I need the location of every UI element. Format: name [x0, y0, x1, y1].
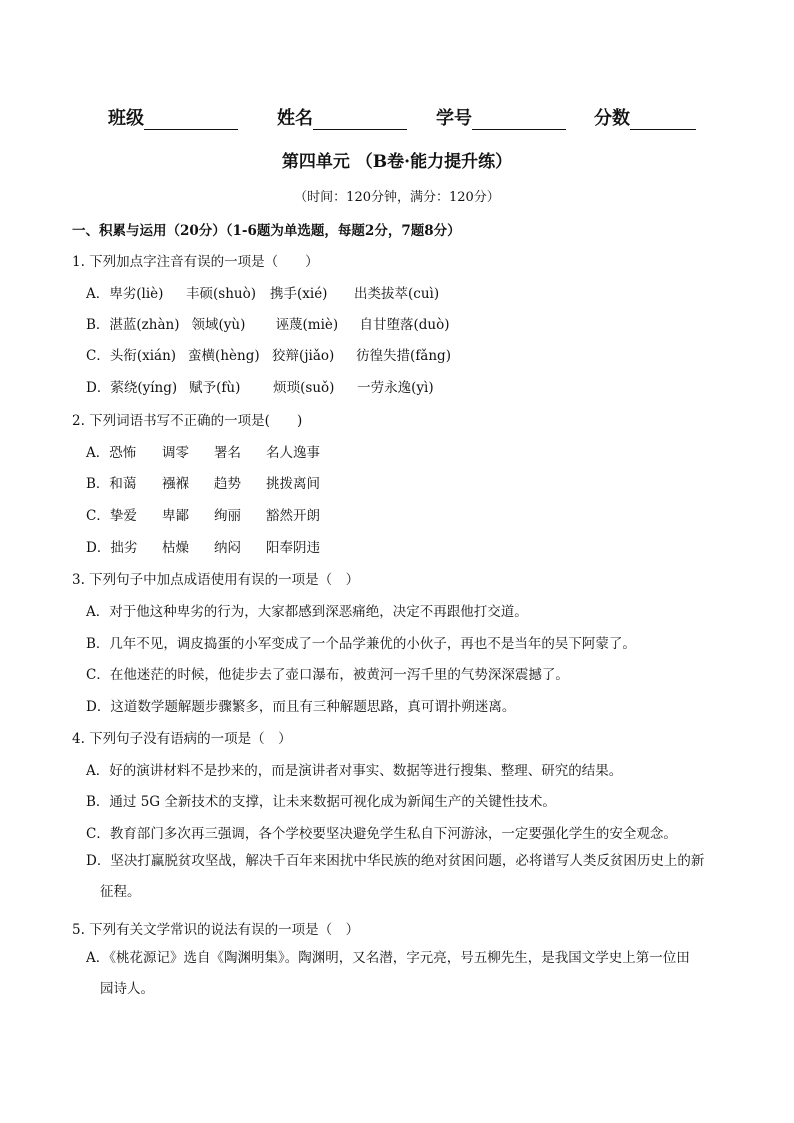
question-1-option-d[interactable] [86, 376, 446, 396]
class-blank[interactable] [144, 109, 238, 130]
score-field [594, 104, 696, 130]
option-d-line-1: D．坚决打赢脱贫攻坚战，解决千百年来困扰中华民族的绝对贫困问题，必将谱写人类反贫困历史上的新 [86, 853, 705, 869]
student-id-blank[interactable] [472, 109, 566, 130]
option-a-line-2: 园诗人。 [100, 981, 154, 997]
score-label: 分数 [594, 108, 630, 129]
option-item: 绚丽 [214, 508, 241, 524]
option-item: 领域(yù) [191, 317, 246, 333]
question-1-option-a[interactable] [86, 282, 451, 302]
option-item: 赋予(fù) [189, 380, 241, 396]
question-4-option-b[interactable]: B．通过 5G 全新技术的支撑，让未来数据可视化成为新闻生产的关键性技术。 [86, 794, 556, 810]
question-4-option-c[interactable]: C．教育部门多次再三强调，各个学校要坚决避免学生私自下河游泳，一定要强化学生的安全观念。 [86, 826, 677, 842]
question-3-option-a[interactable]: A．对于他这种卑劣的行为，大家都感到深恶痛绝，决定不再跟他打交道。 [86, 604, 528, 620]
option-item: B．和蔼 [86, 476, 137, 492]
option-item: 诬蔑(miè) [275, 317, 339, 333]
option-item: 名人逸事 [266, 445, 320, 461]
question-4-option-a[interactable]: A．好的演讲材料不是抄来的，而是演讲者对事实、数据等进行搜集、整理、研究的结果。 [86, 763, 623, 779]
option-item: 卑鄙 [162, 508, 189, 524]
option-item: 自甘堕落(duò) [359, 317, 450, 333]
option-item: 一劳永逸(yì) [357, 380, 434, 396]
question-1-option-c[interactable] [86, 344, 463, 364]
option-item: 丰硕(shuò) [186, 286, 256, 302]
question-4-stem: 4. 下列句子没有语病的一项是（ ） [72, 731, 292, 747]
option-item: B．湛蓝(zhàn) [86, 317, 180, 333]
question-2-stem: 2. 下列词语书写不正确的一项是( ) [72, 413, 303, 429]
option-item: A．卑劣(liè) [86, 286, 164, 302]
question-5-stem: 5. 下列有关文学常识的说法有误的一项是（ ） [72, 922, 360, 938]
name-label: 姓名 [277, 108, 313, 129]
option-item: 狡辩(jiǎo) [272, 348, 335, 364]
option-item: A．恐怖 [86, 445, 137, 461]
option-item: 蛮横(hèng) [188, 348, 260, 364]
option-a-line-1: A．《桃花源记》选自《陶渊明集》。陶渊明，又名潜，字元亮，号五柳先生，是我国文学史上第一位田 [86, 950, 690, 966]
option-item: 豁然开朗 [266, 508, 320, 524]
exam-time-info: （时间：120分钟，满分：120分） [294, 190, 500, 205]
option-item: 出类拔萃(cuì) [354, 286, 440, 302]
question-2-option-c[interactable] [86, 504, 332, 524]
question-3-option-c[interactable]: C．在他迷茫的时候，他徒步去了壶口瀑布，被黄河一泻千里的气势深深震撼了。 [86, 667, 569, 683]
section-heading: 一、积累与运用（20分）（1-6题为单选题，每题2分，7题8分） [72, 223, 461, 239]
question-4-option-d[interactable] [86, 846, 726, 908]
option-item: 携手(xié) [270, 286, 328, 302]
name-blank[interactable] [313, 109, 407, 130]
option-item: 枯燥 [162, 540, 189, 556]
option-item: C．头衔(xián) [86, 348, 177, 364]
option-item: 彷徨失措(fǎng) [356, 348, 451, 364]
student-id-label: 学号 [436, 108, 472, 129]
question-2-option-b[interactable] [86, 472, 332, 492]
option-item: 趋势 [214, 476, 241, 492]
option-item: 挑拨离间 [266, 476, 320, 492]
option-item: 阳奉阴违 [266, 540, 320, 556]
option-d-line-2: 征程。 [100, 884, 141, 900]
question-2-option-a[interactable] [86, 441, 332, 461]
option-item: 纳闷 [214, 540, 241, 556]
unit-title: 第四单元 （B卷·能力提升练） [281, 152, 513, 172]
option-item: D．萦绕(yíng) [86, 380, 178, 396]
option-item: C．挚爱 [86, 508, 137, 524]
option-item: 署名 [214, 445, 241, 461]
question-5-option-a[interactable] [86, 943, 726, 1005]
class-field [108, 104, 238, 130]
question-2-option-d[interactable] [86, 536, 332, 556]
option-item: D．拙劣 [86, 540, 138, 556]
score-blank[interactable] [630, 109, 696, 130]
option-item: 烦琐(suǒ) [273, 380, 335, 396]
class-label: 班级 [108, 108, 144, 129]
option-item: 调零 [162, 445, 189, 461]
student-id-field [436, 104, 566, 130]
option-item: 襁褓 [162, 476, 189, 492]
question-3-option-d[interactable]: D．这道数学题解题步骤繁多，而且有三种解题思路，真可谓扑朔迷离。 [86, 699, 516, 715]
name-field [277, 104, 407, 130]
question-3-option-b[interactable]: B．几年不见，调皮捣蛋的小军变成了一个品学兼优的小伙子，再也不是当年的吴下阿蒙了。 [86, 636, 636, 652]
question-1-stem: 1. 下列加点字注音有误的一项是（ ） [72, 254, 319, 270]
question-3-stem: 3. 下列句子中加点成语使用有误的一项是（ ） [72, 572, 360, 588]
question-1-option-b[interactable] [86, 313, 462, 333]
